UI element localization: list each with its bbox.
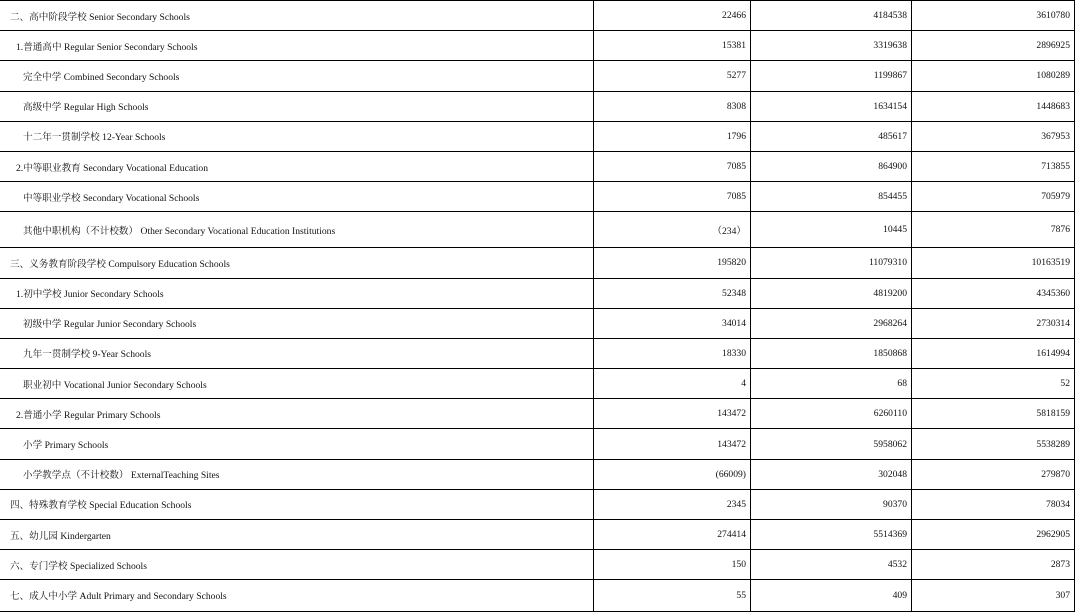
value-col3: 2873 [911, 550, 1074, 579]
table-row [0, 61, 1074, 91]
table-row [0, 182, 1074, 212]
row-label: 完全中学 Combined Secondary Schools [23, 71, 180, 83]
value-schools: 195820 [593, 248, 750, 277]
value-col3: 5818159 [911, 399, 1074, 428]
value-schools: 7085 [593, 152, 750, 181]
row-label: 六、专门学校 Specialized Schools [10, 560, 147, 572]
row-label: 1.普通高中 Regular Senior Secondary Schools [16, 41, 198, 53]
value-col2: 11079310 [750, 248, 911, 277]
value-col3: 4345360 [911, 279, 1074, 308]
value-col3: 2730314 [911, 309, 1074, 338]
value-col2: 4819200 [750, 279, 911, 308]
value-schools: 150 [593, 550, 750, 579]
row-label: 九年一贯制学校 9-Year Schools [23, 349, 152, 361]
value-col2: 1634154 [750, 92, 911, 121]
value-col2: 854455 [750, 182, 911, 211]
value-col3: 3610780 [911, 1, 1074, 30]
table-row [0, 212, 1074, 248]
value-schools: 143472 [593, 429, 750, 458]
value-col3: 705979 [911, 182, 1074, 211]
value-schools: 7085 [593, 182, 750, 211]
table-row [0, 369, 1074, 399]
value-col3: 1080289 [911, 61, 1074, 90]
value-col3: 1614994 [911, 339, 1074, 368]
value-schools: 52348 [593, 279, 750, 308]
row-label: 初级中学 Regular Junior Secondary Schools [23, 319, 197, 331]
value-col2: 90370 [750, 490, 911, 519]
value-schools: 34014 [593, 309, 750, 338]
row-label: 五、幼儿园 Kindergarten [10, 530, 111, 542]
table-row [0, 520, 1074, 550]
value-schools: 143472 [593, 399, 750, 428]
table-row [0, 490, 1074, 520]
value-schools: 8308 [593, 92, 750, 121]
value-col2: 864900 [750, 152, 911, 181]
value-schools: (66009) [593, 460, 750, 489]
value-col3: 367953 [911, 122, 1074, 151]
value-col3: 279870 [911, 460, 1074, 489]
table-row [0, 92, 1074, 122]
table-row [0, 339, 1074, 369]
table-row [0, 152, 1074, 182]
value-col3: 52 [911, 369, 1074, 398]
value-schools: 5277 [593, 61, 750, 90]
table-row [0, 122, 1074, 152]
row-label: 高级中学 Regular High Schools [23, 102, 149, 114]
value-col2: 2968264 [750, 309, 911, 338]
row-label: 十二年一贯制学校 12-Year Schools [23, 132, 166, 144]
table-row [0, 399, 1074, 429]
value-col2: 3319638 [750, 31, 911, 60]
value-schools: 18330 [593, 339, 750, 368]
row-label: 2.中等职业教育 Secondary Vocational Education [16, 162, 209, 174]
value-col2: 409 [750, 580, 911, 610]
value-schools: 4 [593, 369, 750, 398]
table-row [0, 279, 1074, 309]
value-col3: 1448683 [911, 92, 1074, 121]
value-col2: 5514369 [750, 520, 911, 549]
row-label: 职业初中 Vocational Junior Secondary Schools [23, 379, 207, 391]
value-col3: 307 [911, 580, 1074, 610]
value-schools: 22466 [593, 1, 750, 30]
table-row [0, 31, 1074, 61]
table-row [0, 460, 1074, 490]
value-col2: 1850868 [750, 339, 911, 368]
value-col2: 1199867 [750, 61, 911, 90]
value-schools: 55 [593, 580, 750, 610]
row-label: 1.初中学校 Junior Secondary Schools [16, 289, 164, 301]
value-col2: 302048 [750, 460, 911, 489]
value-col2: 68 [750, 369, 911, 398]
value-col2: 6260110 [750, 399, 911, 428]
table-row [0, 1, 1074, 31]
row-label: 中等职业学校 Secondary Vocational Schools [23, 192, 200, 204]
value-col3: 78034 [911, 490, 1074, 519]
value-schools: 2345 [593, 490, 750, 519]
value-col2: 5958062 [750, 429, 911, 458]
table-row [0, 550, 1074, 580]
value-col3: 2962905 [911, 520, 1074, 549]
row-label: 其他中职机构（不计校数） Other Secondary Vocational Education Institutions [23, 225, 336, 237]
row-label: 三、义务教育阶段学校 Compulsory Education Schools [10, 258, 230, 270]
row-label: 七、成人中小学 Adult Primary and Secondary Schools [10, 591, 227, 603]
value-schools: 1796 [593, 122, 750, 151]
value-col3: 10163519 [911, 248, 1074, 277]
value-col3: 2896925 [911, 31, 1074, 60]
row-label: 四、特殊教育学校 Special Education Schools [10, 500, 192, 512]
value-schools: （234） [593, 212, 750, 247]
table-row [0, 309, 1074, 339]
value-schools: 274414 [593, 520, 750, 549]
value-col3: 5538289 [911, 429, 1074, 458]
table-row [0, 429, 1074, 459]
row-label: 二、高中阶段学校 Senior Secondary Schools [10, 11, 190, 23]
row-label: 2.普通小学 Regular Primary Schools [16, 409, 161, 421]
table-row [0, 580, 1074, 610]
value-col2: 4184538 [750, 1, 911, 30]
table-row [0, 248, 1074, 278]
row-label: 小学 Primary Schools [23, 440, 109, 452]
value-col3: 713855 [911, 152, 1074, 181]
value-col3: 7876 [911, 212, 1074, 247]
row-label: 小学教学点（不计校数） ExternalTeaching Sites [23, 470, 220, 482]
value-col2: 4532 [750, 550, 911, 579]
value-schools: 15381 [593, 31, 750, 60]
value-col2: 485617 [750, 122, 911, 151]
value-col2: 10445 [750, 212, 911, 247]
